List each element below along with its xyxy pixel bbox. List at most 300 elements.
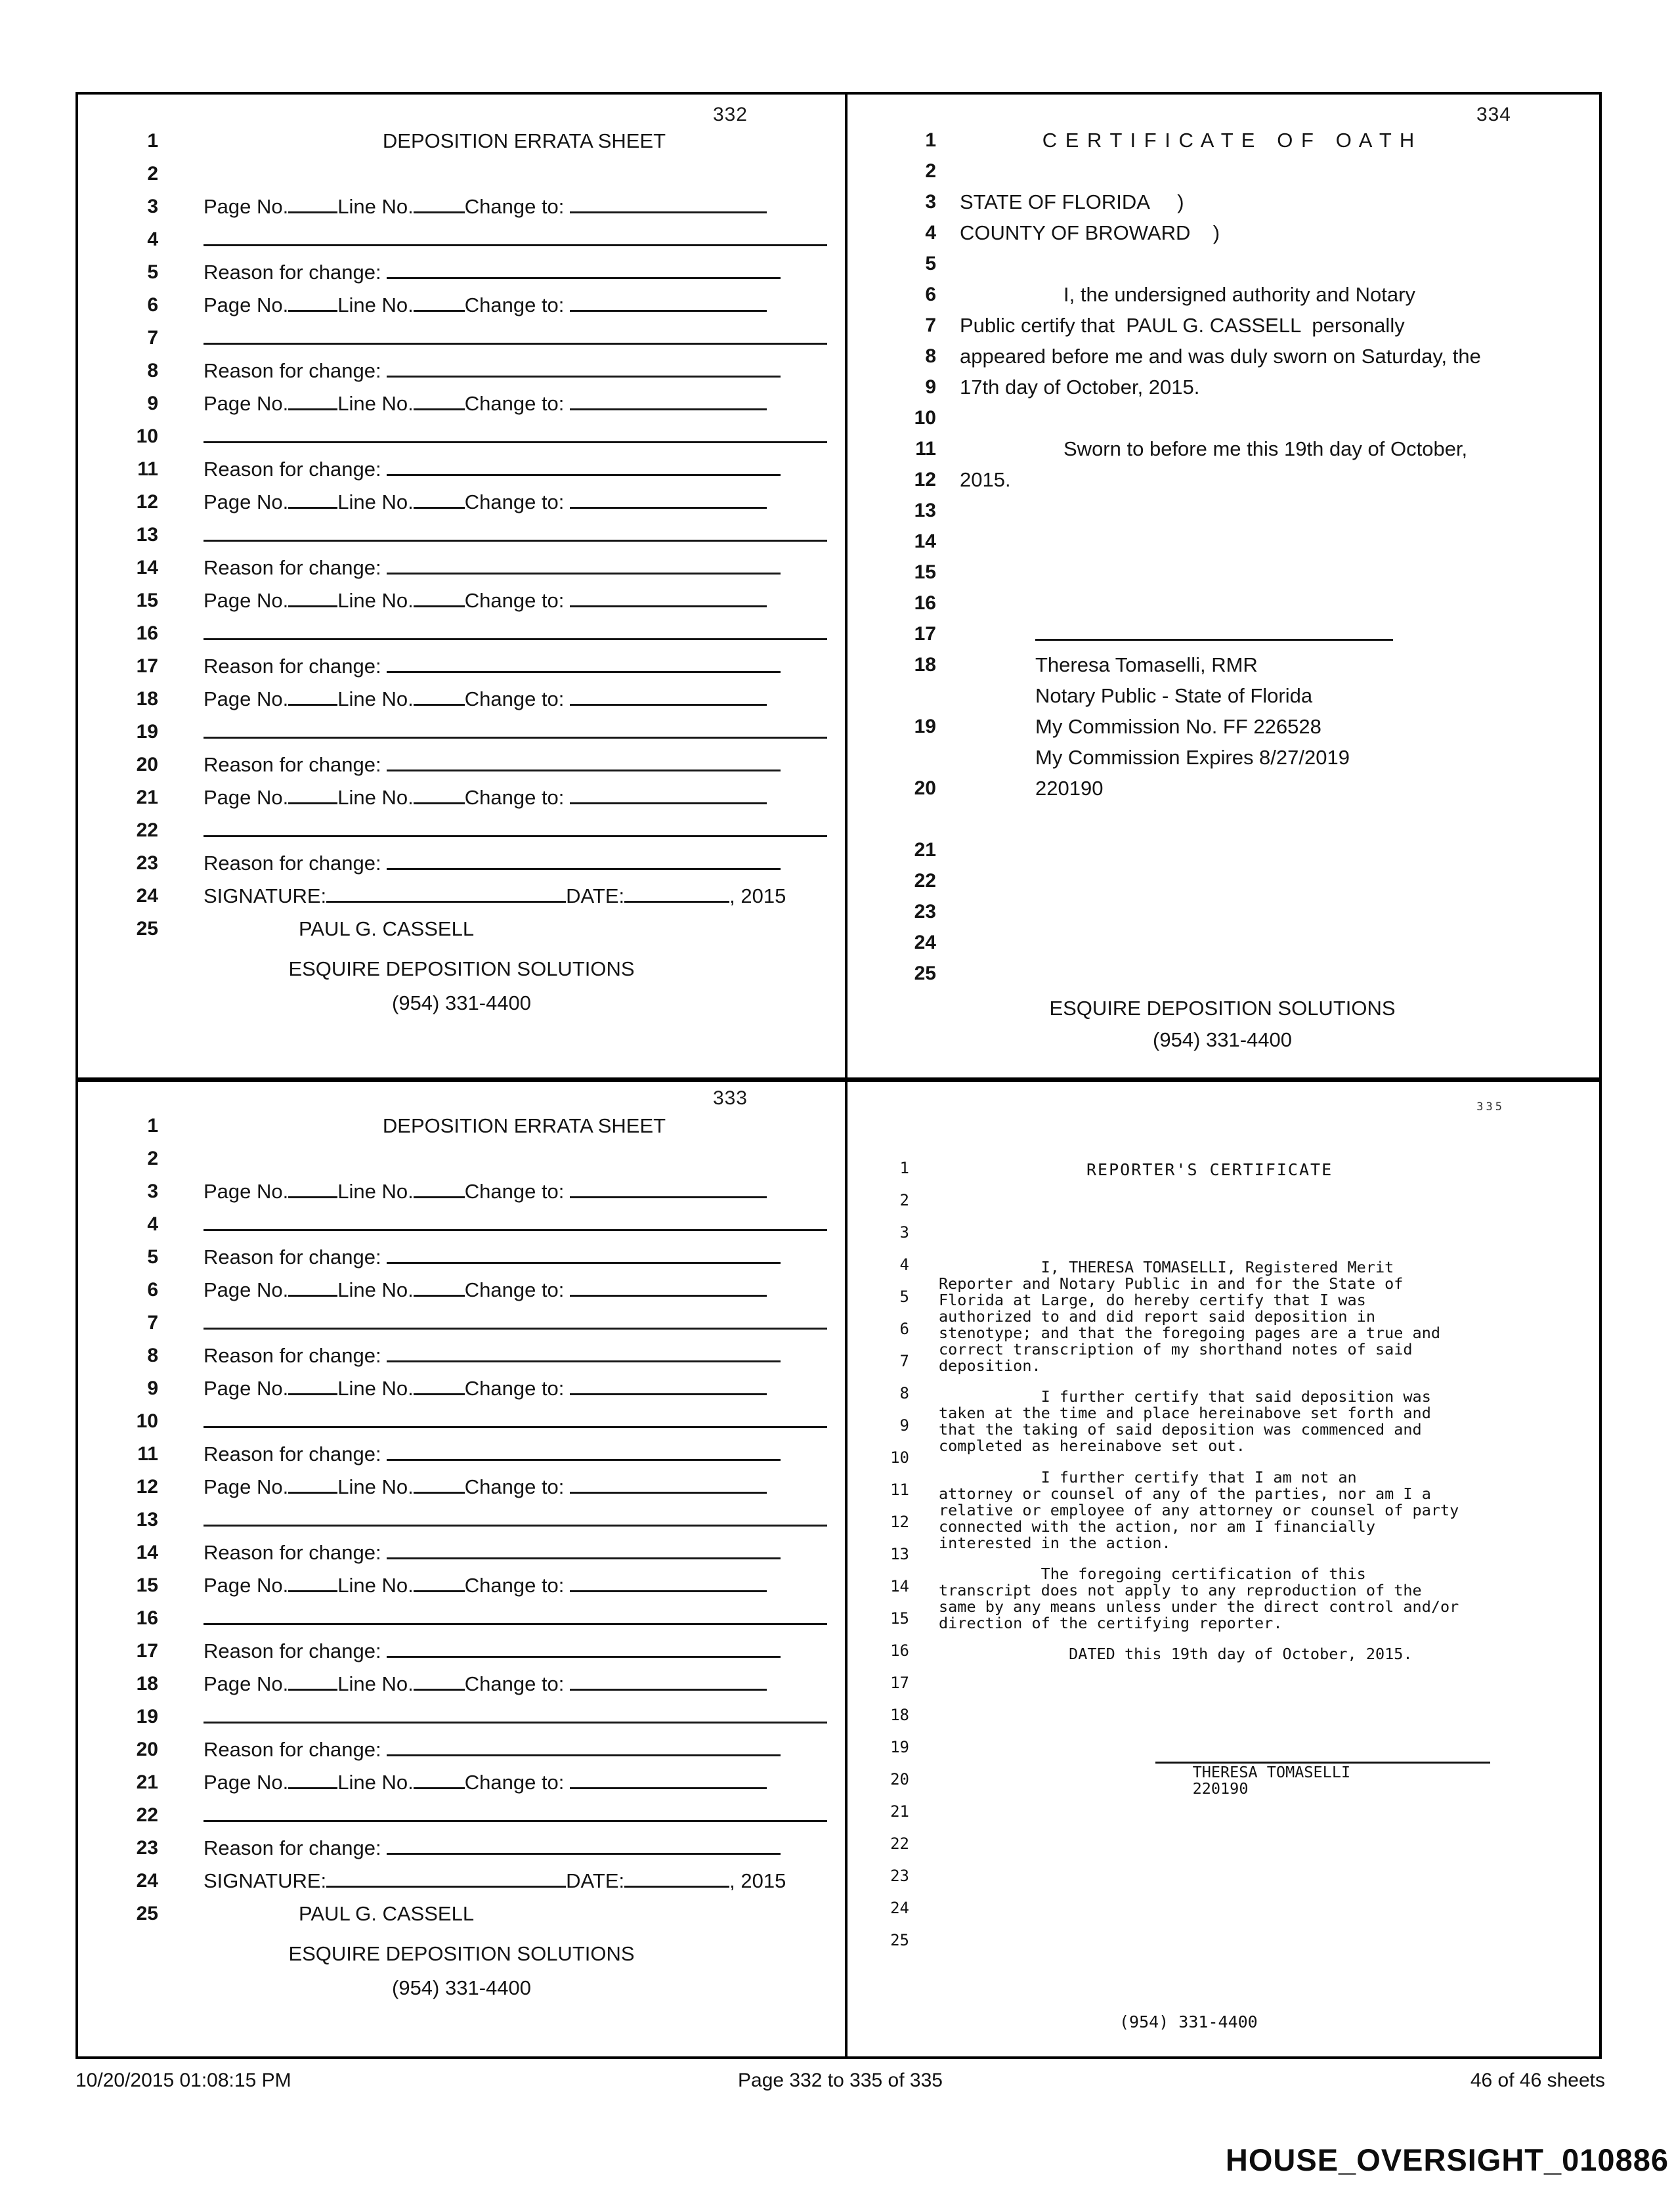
transcript-line xyxy=(78,913,845,945)
transcript-line xyxy=(848,156,1597,186)
line-number: 16 xyxy=(136,1607,158,1629)
line-content xyxy=(204,1110,845,1142)
blank-fill-line xyxy=(570,1685,767,1691)
line-number: 24 xyxy=(914,932,936,953)
line-content xyxy=(204,1865,845,1898)
line-content xyxy=(960,310,1597,341)
line-text: DATE: xyxy=(566,1869,625,1892)
blank-fill-line xyxy=(204,1620,827,1625)
text-line: Reporter and Notary Public in and for the State of xyxy=(939,1274,1404,1293)
line-text: 17th day of October, 2015. xyxy=(960,376,1200,399)
transcript-line xyxy=(848,372,1597,402)
line-text: Line No. xyxy=(337,490,414,513)
line-content xyxy=(960,186,1597,217)
line-content xyxy=(960,649,1597,680)
line-text: Reason for change: xyxy=(204,1246,387,1269)
firm-phone: (954) 331-4400 xyxy=(1153,1028,1292,1051)
line-number: 6 xyxy=(925,284,936,305)
blank-fill-line xyxy=(570,1784,767,1789)
transcript-line xyxy=(78,125,845,158)
line-text: DATE: xyxy=(566,884,625,907)
blank-fill-line xyxy=(204,1226,827,1231)
line-content xyxy=(204,880,845,913)
blank-fill-line xyxy=(414,1193,465,1198)
line-content xyxy=(960,588,1597,618)
line-text: PAUL G. CASSELL xyxy=(299,917,475,940)
line-content xyxy=(960,156,1597,186)
line-number: 19 xyxy=(890,1738,909,1756)
transcript-line xyxy=(78,650,845,683)
line-number: 9 xyxy=(925,376,936,398)
line-text: C E R T I F I C A T E O F O A T H xyxy=(1042,129,1416,152)
line-number: 12 xyxy=(136,1476,158,1498)
transcript-line xyxy=(78,1832,845,1865)
firm-name: ESQUIRE DEPOSITION SOLUTIONS xyxy=(288,1942,635,1965)
text-line: I, THERESA TOMASELLI, Registered Merit xyxy=(939,1258,1394,1276)
blank-fill-line xyxy=(387,668,781,673)
line-content xyxy=(204,1536,845,1569)
blank-fill-line xyxy=(570,405,767,410)
line-number: 7 xyxy=(899,1352,909,1370)
reporting-firm-footer xyxy=(78,952,845,1020)
text-block xyxy=(939,1389,1431,1454)
line-number: 17 xyxy=(914,623,936,645)
line-number: 21 xyxy=(914,839,936,861)
transcript-line xyxy=(78,1175,845,1208)
line-number: 23 xyxy=(914,901,936,922)
line-number: 11 xyxy=(890,1481,909,1499)
transcript-line xyxy=(848,958,1597,989)
line-content xyxy=(204,847,845,880)
blank-fill-line xyxy=(414,1390,465,1395)
line-text: Change to: xyxy=(464,786,570,809)
transcript-line xyxy=(848,464,1597,495)
line-number xyxy=(848,680,940,711)
transcript-line xyxy=(848,186,1597,217)
line-content xyxy=(960,248,1597,279)
line-number: 8 xyxy=(899,1384,909,1402)
transcript-line xyxy=(848,526,1597,557)
transcript-line xyxy=(78,486,845,519)
line-content xyxy=(204,322,845,355)
line-number: 14 xyxy=(136,1542,158,1563)
line-text: Public certify that PAUL G. CASSELL personally xyxy=(960,314,1405,337)
blank-fill-line xyxy=(387,766,781,771)
line-content xyxy=(204,1602,845,1635)
line-content xyxy=(204,223,845,256)
line-content xyxy=(960,372,1597,402)
line-text: Line No. xyxy=(337,1771,414,1794)
blank-fill-line xyxy=(387,1456,781,1461)
line-content xyxy=(204,1372,845,1405)
transcript-line xyxy=(848,835,1597,865)
line-text: Change to: xyxy=(464,1771,570,1794)
transcript-line xyxy=(848,680,1597,711)
transcript-line xyxy=(848,711,1597,742)
line-text: My Commission Expires 8/27/2019 xyxy=(1035,746,1350,769)
transcript-line xyxy=(78,880,845,913)
transcript-line xyxy=(78,1504,845,1536)
line-number: 2 xyxy=(899,1191,909,1209)
page-number: 335 xyxy=(1476,1100,1505,1114)
blank-fill-line xyxy=(387,1554,781,1559)
line-text: Line No. xyxy=(337,1475,414,1498)
line-text: Change to: xyxy=(464,1672,570,1695)
footer-page-range: Page 332 to 335 of 335 xyxy=(738,2070,943,2091)
line-number: 5 xyxy=(925,253,936,274)
bates-number-watermark: HOUSE_OVERSIGHT_010886 xyxy=(1225,2142,1669,2177)
line-number xyxy=(848,742,940,773)
transcript-line xyxy=(78,256,845,289)
line-content xyxy=(204,781,845,814)
blank-fill-line xyxy=(387,372,781,378)
line-content xyxy=(960,618,1597,649)
line-text: Reason for change: xyxy=(204,556,387,579)
line-number: 10 xyxy=(136,425,158,447)
transcript-line xyxy=(78,1635,845,1668)
text-line: direction of the certifying reporter. xyxy=(939,1614,1283,1632)
line-text: Line No. xyxy=(337,1574,414,1597)
transcript-line xyxy=(78,1799,845,1832)
line-content xyxy=(960,773,1597,804)
blank-fill-line xyxy=(570,1193,767,1198)
line-number: 25 xyxy=(136,1903,158,1924)
line-text: Line No. xyxy=(337,1377,414,1400)
text-line: REPORTER'S CERTIFICATE xyxy=(1086,1160,1333,1179)
transcript-line xyxy=(78,1898,845,1930)
line-text: DEPOSITION ERRATA SHEET xyxy=(382,129,666,152)
transcript-line xyxy=(78,1668,845,1701)
line-content xyxy=(204,1799,845,1832)
line-text: Line No. xyxy=(337,1180,414,1203)
line-content xyxy=(204,617,845,650)
line-number: 12 xyxy=(136,491,158,513)
text-line: connected with the action, nor am I financially xyxy=(939,1517,1375,1536)
text-block xyxy=(1119,2014,1258,2030)
transcript-line xyxy=(78,1307,845,1339)
blank-fill-line xyxy=(204,438,827,443)
line-text: Line No. xyxy=(337,589,414,612)
line-content xyxy=(204,1175,845,1208)
line-text: Page No. xyxy=(204,1278,289,1301)
transcript-line xyxy=(78,1274,845,1307)
text-block xyxy=(939,1469,1459,1551)
text-line: stenotype; and that the foregoing pages are a true and xyxy=(939,1324,1441,1342)
line-text: Line No. xyxy=(337,687,414,710)
text-line: taken at the time and place hereinabove set forth and xyxy=(939,1404,1431,1422)
text-line: that the taking of said deposition was commenced and xyxy=(939,1420,1422,1439)
line-number: 18 xyxy=(136,1673,158,1695)
line-text: , 2015 xyxy=(729,884,786,907)
transcript-line xyxy=(78,1438,845,1471)
line-content xyxy=(960,125,1597,156)
blank-fill-line xyxy=(204,832,827,837)
line-content xyxy=(960,927,1597,958)
blank-fill-line xyxy=(204,1423,827,1428)
blank-fill-line xyxy=(288,1390,337,1395)
line-content xyxy=(204,289,845,322)
blank-fill-line xyxy=(570,1390,767,1395)
blank-fill-line xyxy=(414,1587,465,1592)
blank-fill-line xyxy=(570,701,767,706)
transcript-line xyxy=(78,1733,845,1766)
line-content xyxy=(960,526,1597,557)
line-text: Sworn to before me this 19th day of October, xyxy=(1063,437,1468,460)
line-text: Reason for change: xyxy=(204,1836,387,1859)
transcript-line xyxy=(848,402,1597,433)
line-number: 4 xyxy=(147,228,158,250)
line-number: 6 xyxy=(899,1320,909,1338)
line-content xyxy=(204,1471,845,1504)
blank-fill-line xyxy=(387,274,781,279)
line-text: Reason for change: xyxy=(204,1442,387,1465)
blank-fill-line xyxy=(414,504,465,509)
line-number: 24 xyxy=(890,1899,909,1917)
blank-fill-line xyxy=(387,569,781,575)
line-number: 3 xyxy=(147,1181,158,1202)
blank-fill-line xyxy=(570,208,767,213)
line-text: Page No. xyxy=(204,786,289,809)
line-content xyxy=(960,217,1597,248)
line-content xyxy=(960,464,1597,495)
line-content xyxy=(204,1504,845,1536)
line-content xyxy=(960,557,1597,588)
line-number: 14 xyxy=(914,531,936,552)
blank-fill-line xyxy=(387,1259,781,1264)
line-number: 9 xyxy=(147,393,158,414)
line-number: 22 xyxy=(136,819,158,841)
line-number: 21 xyxy=(890,1802,909,1821)
transcript-line xyxy=(78,617,845,650)
line-number: 8 xyxy=(147,360,158,381)
line-content xyxy=(960,896,1597,927)
transcript-lines xyxy=(78,1110,845,1930)
line-content xyxy=(204,1733,845,1766)
firm-name: ESQUIRE DEPOSITION SOLUTIONS xyxy=(1049,997,1396,1020)
line-text: Reason for change: xyxy=(204,1344,387,1367)
line-text: Page No. xyxy=(204,1180,289,1203)
line-content xyxy=(960,495,1597,526)
line-number: 15 xyxy=(914,561,936,583)
line-content xyxy=(204,1668,845,1701)
line-content xyxy=(204,1898,845,1930)
line-text: Change to: xyxy=(464,1475,570,1498)
page-number: 332 xyxy=(712,104,748,125)
transcript-line xyxy=(78,1569,845,1602)
line-text: Reason for change: xyxy=(204,1639,387,1662)
line-text: STATE OF FLORIDA ) xyxy=(960,190,1184,213)
line-content xyxy=(204,1307,845,1339)
line-content xyxy=(204,913,845,945)
line-number: 18 xyxy=(890,1706,909,1724)
line-number: 3 xyxy=(899,1223,909,1242)
transcript-line xyxy=(848,865,1597,896)
line-number: 7 xyxy=(925,314,936,336)
blank-fill-line xyxy=(204,241,827,246)
line-text: Page No. xyxy=(204,1672,289,1695)
blank-fill-line xyxy=(326,1882,566,1888)
transcript-line xyxy=(78,1110,845,1142)
line-number: 1 xyxy=(147,130,158,152)
line-text: SIGNATURE: xyxy=(204,884,327,907)
line-number: 16 xyxy=(890,1641,909,1660)
line-text: My Commission No. FF 226528 xyxy=(1035,715,1321,738)
blank-fill-line xyxy=(570,307,767,312)
line-text: Page No. xyxy=(204,195,289,218)
blank-fill-line xyxy=(414,1685,465,1691)
blank-fill-line xyxy=(204,1521,827,1527)
blank-fill-line xyxy=(414,799,465,804)
transcript-line xyxy=(848,248,1597,279)
blank-fill-line xyxy=(204,635,827,640)
line-content xyxy=(204,1339,845,1372)
blank-fill-line xyxy=(288,504,337,509)
blank-fill-line xyxy=(288,307,337,312)
line-text: Reason for change: xyxy=(204,852,387,875)
line-text: Page No. xyxy=(204,1475,289,1498)
transcript-line xyxy=(78,1208,845,1241)
line-content xyxy=(204,256,845,289)
line-number: 12 xyxy=(890,1513,909,1531)
line-text: , 2015 xyxy=(729,1869,786,1892)
text-line: authorized to and did report said deposition in xyxy=(939,1307,1375,1326)
line-number: 4 xyxy=(147,1213,158,1235)
footer-sheet-count: 46 of 46 sheets xyxy=(1470,2070,1605,2091)
line-text: Reason for change: xyxy=(204,655,387,678)
line-content xyxy=(204,355,845,387)
line-number: 13 xyxy=(890,1545,909,1563)
text-line: The foregoing certification of this xyxy=(939,1565,1366,1583)
blank-fill-line xyxy=(387,1850,781,1855)
line-text: Change to: xyxy=(464,1574,570,1597)
line-content xyxy=(960,341,1597,372)
line-text: COUNTY OF BROWARD ) xyxy=(960,221,1220,244)
line-number: 15 xyxy=(136,590,158,611)
blank-fill-line xyxy=(204,1718,827,1724)
blank-fill-line xyxy=(570,1291,767,1297)
text-line: (954) 331-4400 xyxy=(1119,2012,1258,2031)
transcript-line xyxy=(78,289,845,322)
blank-fill-line xyxy=(288,208,337,213)
line-number: 6 xyxy=(147,1279,158,1301)
page-number: 333 xyxy=(712,1087,748,1109)
vertical-page-divider xyxy=(845,95,848,2056)
firm-phone: (954) 331-4400 xyxy=(392,991,531,1014)
line-text: Page No. xyxy=(204,392,289,415)
transcript-line xyxy=(848,773,1597,804)
text-block xyxy=(939,1259,1440,1374)
transcript-line xyxy=(78,1766,845,1799)
line-number: 8 xyxy=(147,1345,158,1366)
blank-fill-line xyxy=(414,405,465,410)
transcript-line xyxy=(848,927,1597,958)
transcript-line xyxy=(78,814,845,847)
line-number: 7 xyxy=(147,1312,158,1334)
blank-fill-line xyxy=(204,339,827,345)
blank-fill-line xyxy=(387,1751,781,1756)
blank-fill-line xyxy=(288,1193,337,1198)
transcript-line xyxy=(848,618,1597,649)
transcript-line xyxy=(848,310,1597,341)
line-text: SIGNATURE: xyxy=(204,1869,327,1892)
blank-fill-line xyxy=(288,1587,337,1592)
transcript-line xyxy=(78,453,845,486)
line-text: Change to: xyxy=(464,687,570,710)
document-border-box xyxy=(75,92,1602,2059)
line-text: I, the undersigned authority and Notary xyxy=(1063,283,1415,306)
transcript-line xyxy=(78,1405,845,1438)
transcript-line xyxy=(78,1536,845,1569)
blank-fill-line xyxy=(624,898,729,903)
blank-fill-line xyxy=(414,701,465,706)
line-content xyxy=(204,453,845,486)
line-text: Line No. xyxy=(337,195,414,218)
line-text: Notary Public - State of Florida xyxy=(1035,684,1313,707)
line-content xyxy=(960,865,1597,896)
blank-fill-line xyxy=(288,1488,337,1494)
blank-fill-line xyxy=(624,1882,729,1888)
line-text: Page No. xyxy=(204,490,289,513)
line-content xyxy=(204,158,845,190)
line-text: Page No. xyxy=(204,589,289,612)
line-text: Change to: xyxy=(464,293,570,316)
line-number: 16 xyxy=(136,622,158,644)
transcript-lines xyxy=(848,125,1597,989)
line-number: 14 xyxy=(136,557,158,578)
line-content xyxy=(204,190,845,223)
text-line: DATED this 19th day of October, 2015. xyxy=(939,1645,1413,1663)
line-number: 20 xyxy=(136,1739,158,1760)
transcript-line xyxy=(78,748,845,781)
line-content xyxy=(204,1274,845,1307)
text-line: attorney or counsel of any of the parties, nor am I a xyxy=(939,1485,1431,1503)
line-text: Change to: xyxy=(464,1180,570,1203)
blank-fill-line xyxy=(326,898,566,903)
transcript-line xyxy=(78,355,845,387)
line-number: 7 xyxy=(147,327,158,349)
transcript-line xyxy=(848,557,1597,588)
line-text: Reason for change: xyxy=(204,359,387,382)
line-number: 17 xyxy=(136,1640,158,1662)
line-number: 1 xyxy=(899,1159,909,1177)
line-text: Change to: xyxy=(464,1278,570,1301)
line-number: 22 xyxy=(890,1834,909,1853)
line-number: 24 xyxy=(136,1870,158,1892)
line-number: 11 xyxy=(137,1443,158,1465)
transcript-line xyxy=(78,519,845,552)
line-text: Page No. xyxy=(204,1574,289,1597)
line-content xyxy=(204,1701,845,1733)
line-content xyxy=(204,1142,845,1175)
line-text: Page No. xyxy=(204,1771,289,1794)
transcript-line xyxy=(78,1602,845,1635)
line-content xyxy=(204,387,845,420)
line-number: 19 xyxy=(136,1706,158,1727)
line-content xyxy=(204,486,845,519)
line-content xyxy=(204,420,845,453)
line-number: 18 xyxy=(914,654,936,676)
transcript-line xyxy=(78,683,845,716)
text-line: Florida at Large, do hereby certify that I was xyxy=(939,1291,1366,1309)
line-text: 220190 xyxy=(1035,777,1104,800)
line-content xyxy=(960,711,1597,742)
line-content xyxy=(204,1766,845,1799)
footer-timestamp: 10/20/2015 01:08:15 PM xyxy=(75,2070,291,2091)
text-line: deposition. xyxy=(939,1356,1041,1375)
line-text: Change to: xyxy=(464,392,570,415)
transcript-line xyxy=(848,341,1597,372)
page-335-reporters-certificate xyxy=(848,1082,1597,2056)
